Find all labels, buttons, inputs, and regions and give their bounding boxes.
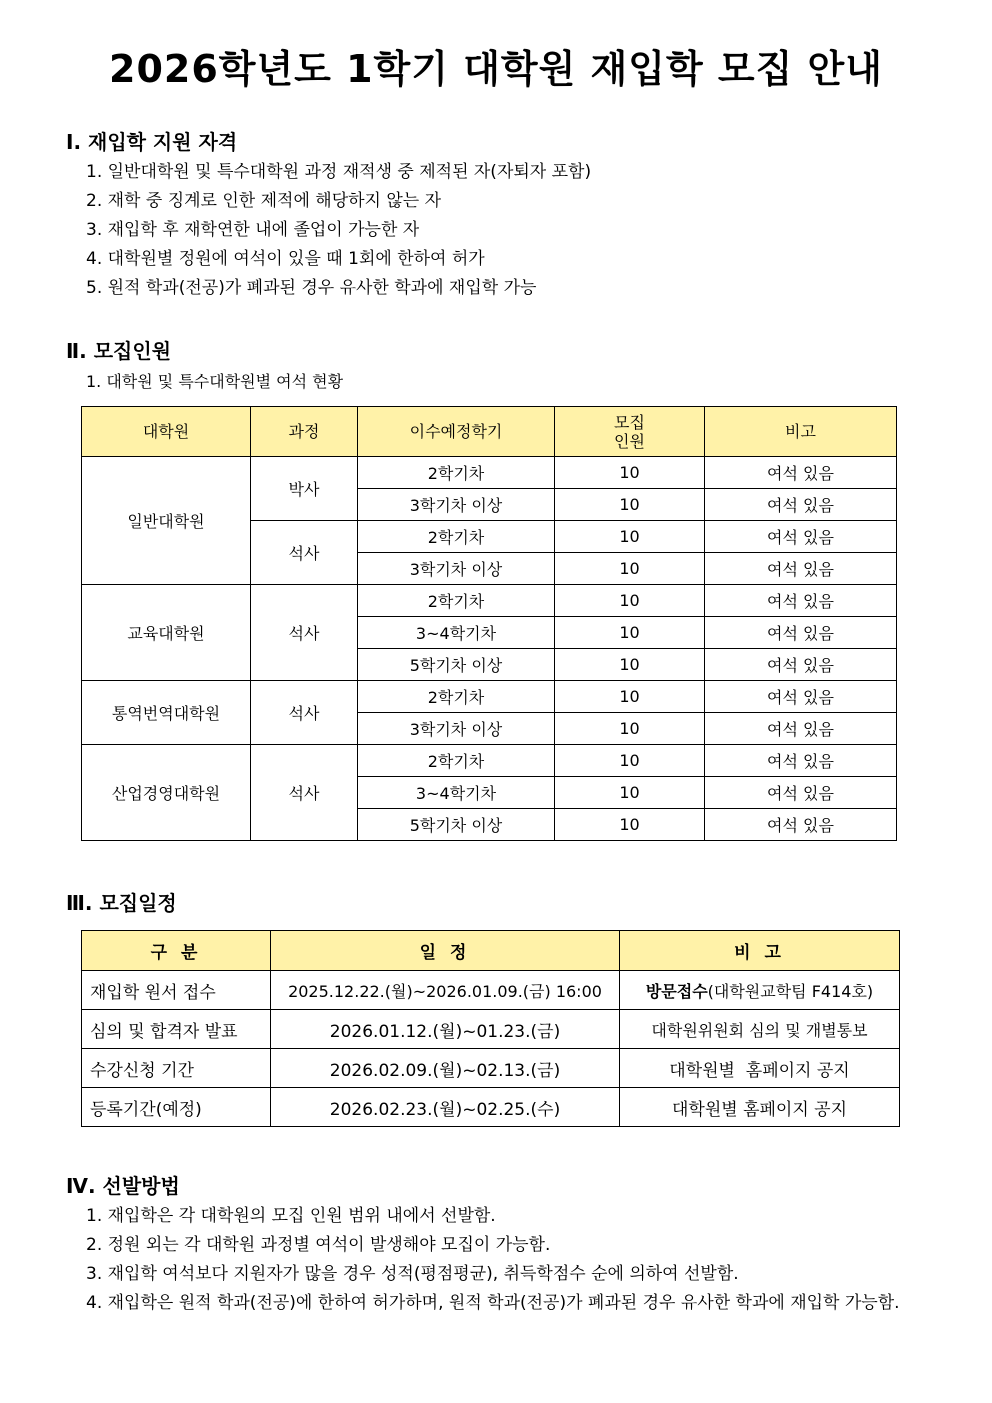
cell-term: 3학기차 이상 [358,713,555,745]
cell-note: 대학원별 홈페이지 공지 [620,1049,900,1088]
header-course: 과정 [251,407,358,457]
section2-heading: Ⅱ. 모집인원 [66,339,172,363]
cell-category: 등록기간(예정) [82,1088,271,1127]
header-school: 대학원 [82,407,251,457]
cell-note: 여석 있음 [705,585,897,617]
cell-quota: 10 [555,649,705,681]
list-item: 1. 재입학은 각 대학원의 모집 인원 범위 내에서 선발함. [86,1206,496,1226]
section1-heading: Ⅰ. 재입학 지원 자격 [66,130,238,154]
header-note: 비 고 [620,931,900,971]
cell-quota: 10 [555,489,705,521]
cell-schedule: 2026.02.09.(월)~02.13.(금) [271,1049,620,1088]
list-item: 4. 재입학은 원적 학과(전공)에 한하여 허가하며, 원적 학과(전공)가 폐과된 경우 유사한 학과에 재입학 가능함. [86,1293,900,1313]
cell-term: 3학기차 이상 [358,553,555,585]
header-quota: 모집 인원 [555,407,705,457]
cell-schedule: 2026.02.23.(월)~02.25.(수) [271,1088,620,1127]
cell-term: 2학기차 [358,585,555,617]
list-item: 5. 원적 학과(전공)가 폐과된 경우 유사한 학과에 재입학 가능 [86,278,537,298]
cell-category: 수강신청 기간 [82,1049,271,1088]
list-item: 2. 정원 외는 각 대학원 과정별 여석이 발생해야 모집이 가능함. [86,1235,551,1255]
cell-quota: 10 [555,553,705,585]
cell-term: 5학기차 이상 [358,809,555,841]
list-item: 2. 재학 중 징계로 인한 제적에 해당하지 않는 자 [86,191,442,211]
cell-term: 5학기차 이상 [358,649,555,681]
section2-subheading: 1. 대학원 및 특수대학원별 여석 현황 [86,372,344,391]
cell-note: 여석 있음 [705,457,897,489]
cell-term: 2학기차 [358,457,555,489]
cell-note: 여석 있음 [705,809,897,841]
table-header-row [82,931,900,971]
cell-note-bold: 방문접수 [645,981,708,1001]
cell-term: 3~4학기차 [358,777,555,809]
list-item: 3. 재입학 여석보다 지원자가 많을 경우 성적(평점평균), 취득학점수 순에 의하여 선발함. [86,1264,739,1284]
table-row [82,1049,900,1088]
header-category: 구 분 [82,931,271,971]
cell-schedule: 2025.12.22.(월)~2026.01.09.(금) 16:00 [271,971,620,1010]
cell-note: 여석 있음 [705,521,897,553]
cell-school: 산업경영대학원 [82,745,251,841]
cell-note: 여석 있음 [705,649,897,681]
schedule-table [81,930,900,1127]
cell-note: 여석 있음 [705,489,897,521]
page-title: 2026학년도 1학기 대학원 재입학 모집 안내 [109,47,883,91]
cell-course: 박사 [251,457,358,521]
table-row [82,745,897,777]
cell-quota: 10 [555,617,705,649]
section3-heading: Ⅲ. 모집일정 [66,891,177,915]
cell-note: 여석 있음 [705,745,897,777]
table-header-row [82,407,897,457]
cell-note: 대학원별 홈페이지 공지 [620,1088,900,1127]
cell-quota: 10 [555,777,705,809]
cell-quota: 10 [555,585,705,617]
table-row [82,1088,900,1127]
table-row [82,1010,900,1049]
cell-schedule: 2026.01.12.(월)~01.23.(금) [271,1010,620,1049]
list-item: 3. 재입학 후 재학연한 내에 졸업이 가능한 자 [86,220,420,240]
cell-term: 3학기차 이상 [358,489,555,521]
cell-course: 석사 [251,585,358,681]
list-item: 1. 일반대학원 및 특수대학원 과정 재적생 중 제적된 자(자퇴자 포함) [86,162,592,182]
cell-quota: 10 [555,713,705,745]
cell-term: 2학기차 [358,745,555,777]
cell-note: 여석 있음 [705,617,897,649]
section1-list [86,158,591,303]
cell-note: 여석 있음 [705,713,897,745]
cell-school: 교육대학원 [82,585,251,681]
section4-heading: Ⅳ. 선발방법 [66,1174,180,1198]
cell-term: 3~4학기차 [358,617,555,649]
table-row [82,585,897,617]
cell-quota: 10 [555,457,705,489]
cell-school: 일반대학원 [82,457,251,585]
table-row [82,457,897,489]
cell-quota: 10 [555,745,705,777]
cell-term: 2학기차 [358,681,555,713]
cell-school: 통역번역대학원 [82,681,251,745]
list-item: 4. 대학원별 정원에 여석이 있을 때 1회에 한하여 허가 [86,249,485,269]
cell-note: 대학원위원회 심의 및 개별통보 [620,1010,900,1049]
quota-table [81,406,897,841]
cell-course: 석사 [251,681,358,745]
cell-category: 재입학 원서 접수 [82,971,271,1010]
cell-course: 석사 [251,745,358,841]
cell-quota: 10 [555,521,705,553]
cell-note-text: (대학원교학팀 F414호) [707,981,874,1001]
cell-quota: 10 [555,809,705,841]
header-note: 비고 [705,407,897,457]
header-term: 이수예정학기 [358,407,555,457]
cell-term: 2학기차 [358,521,555,553]
table-row [82,681,897,713]
cell-note: 여석 있음 [705,681,897,713]
cell-category: 심의 및 합격자 발표 [82,1010,271,1049]
cell-note: 여석 있음 [705,777,897,809]
cell-note: 여석 있음 [705,553,897,585]
cell-quota: 10 [555,681,705,713]
section4-list [86,1202,948,1318]
header-schedule: 일 정 [271,931,620,971]
table-row [82,971,900,1010]
cell-note [620,971,900,1010]
cell-course: 석사 [251,521,358,585]
